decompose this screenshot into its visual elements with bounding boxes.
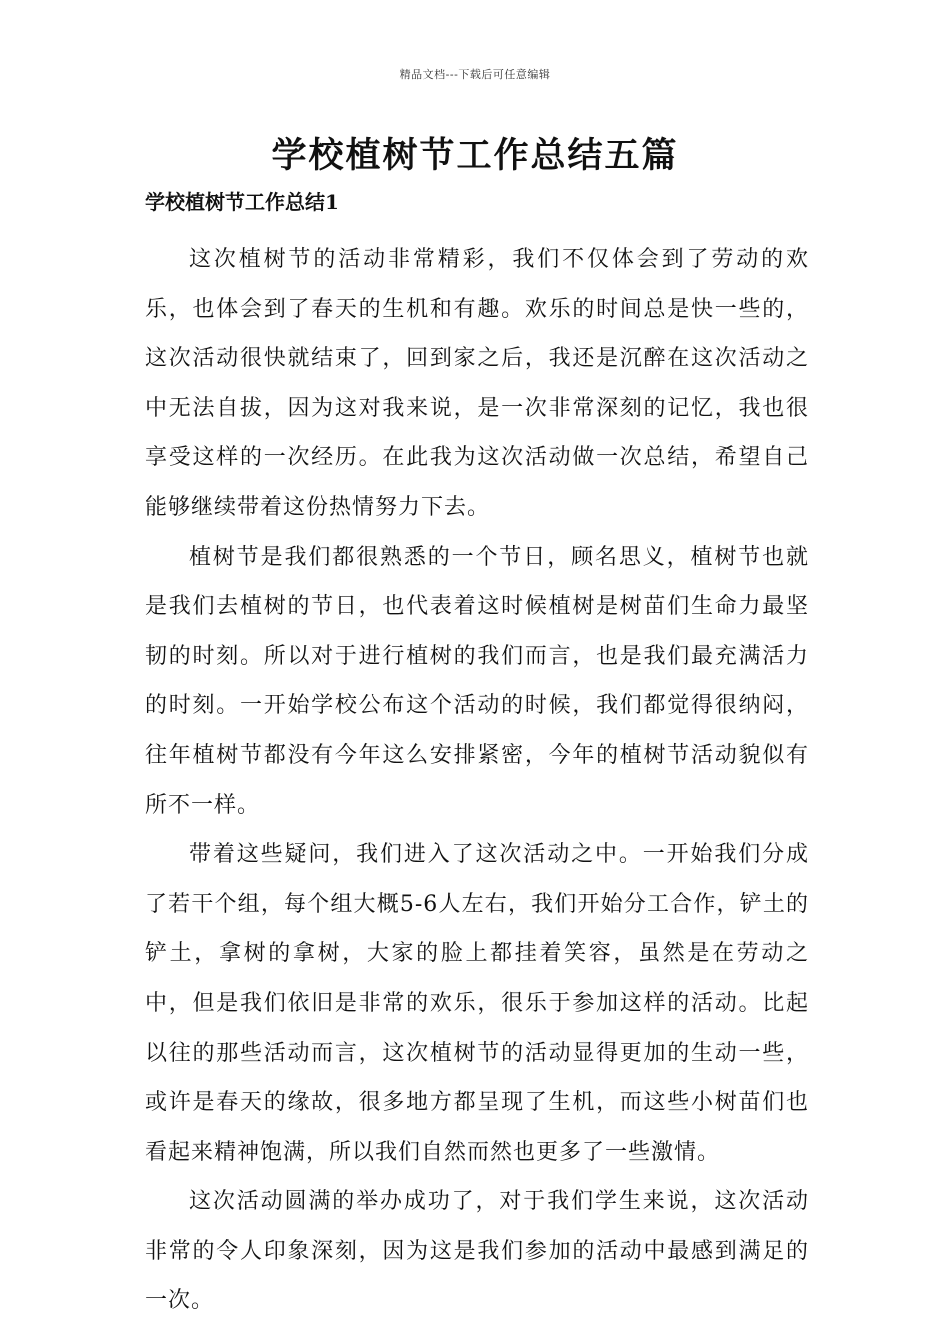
body-text bbox=[145, 235, 809, 1326]
paragraph-1: 这次植树节的活动非常精彩，我们不仅体会到了劳动的欢乐，也体会到了春天的生机和有趣。欢乐的时间总是快一些的，这次活动很快就结束了，回到家之后，我还是沉醉在这次活动之中无法自拔，因为这对我来说，是一次非常深刻的记忆，我也很享受这样的一次经历。在此我为这次活动做一次总结，希望自己能够继续带着这份热情努力下去。 bbox=[145, 247, 809, 520]
header-note: 精品文档---下载后可任意编辑 bbox=[399, 68, 551, 81]
document-title: 学校植树节工作总结五篇 bbox=[271, 135, 679, 176]
paragraph-2: 植树节是我们都很熟悉的一个节日，顾名思义，植树节也就是我们去植树的节日，也代表着这时候植树是树苗们生命力最坚韧的时刻。所以对于进行植树的我们而言，也是我们最充满活力的时刻。一开始学校公布这个活动的时候，我们都觉得很纳闷，往年植树节都没有今年这么安排紧密，今年的植树节活动貌似有所不一样。 bbox=[145, 544, 809, 818]
section-heading: 学校植树节工作总结1 bbox=[145, 190, 339, 214]
paragraph-3: 带着这些疑问，我们进入了这次活动之中。一开始我们分成了若干个组，每个组大概5-6人左右，我们开始分工合作，铲土的铲土，拿树的拿树，大家的脸上都挂着笑容，虽然是在劳动之中，但是我们依旧是非常的欢乐，很乐于参加这样的活动。比起以往的那些活动而言，这次植树节的活动显得更加的生动一些，或许是春天的缘故，很多地方都呈现了生机，而这些小树苗们也看起来精神饱满，所以我们自然而然也更多了一些激情。 bbox=[145, 842, 809, 1165]
paragraph-4: 这次活动圆满的举办成功了，对于我们学生来说，这次活动非常的令人印象深刻，因为这是我们参加的活动中最感到满足的一次。 bbox=[145, 1189, 809, 1314]
